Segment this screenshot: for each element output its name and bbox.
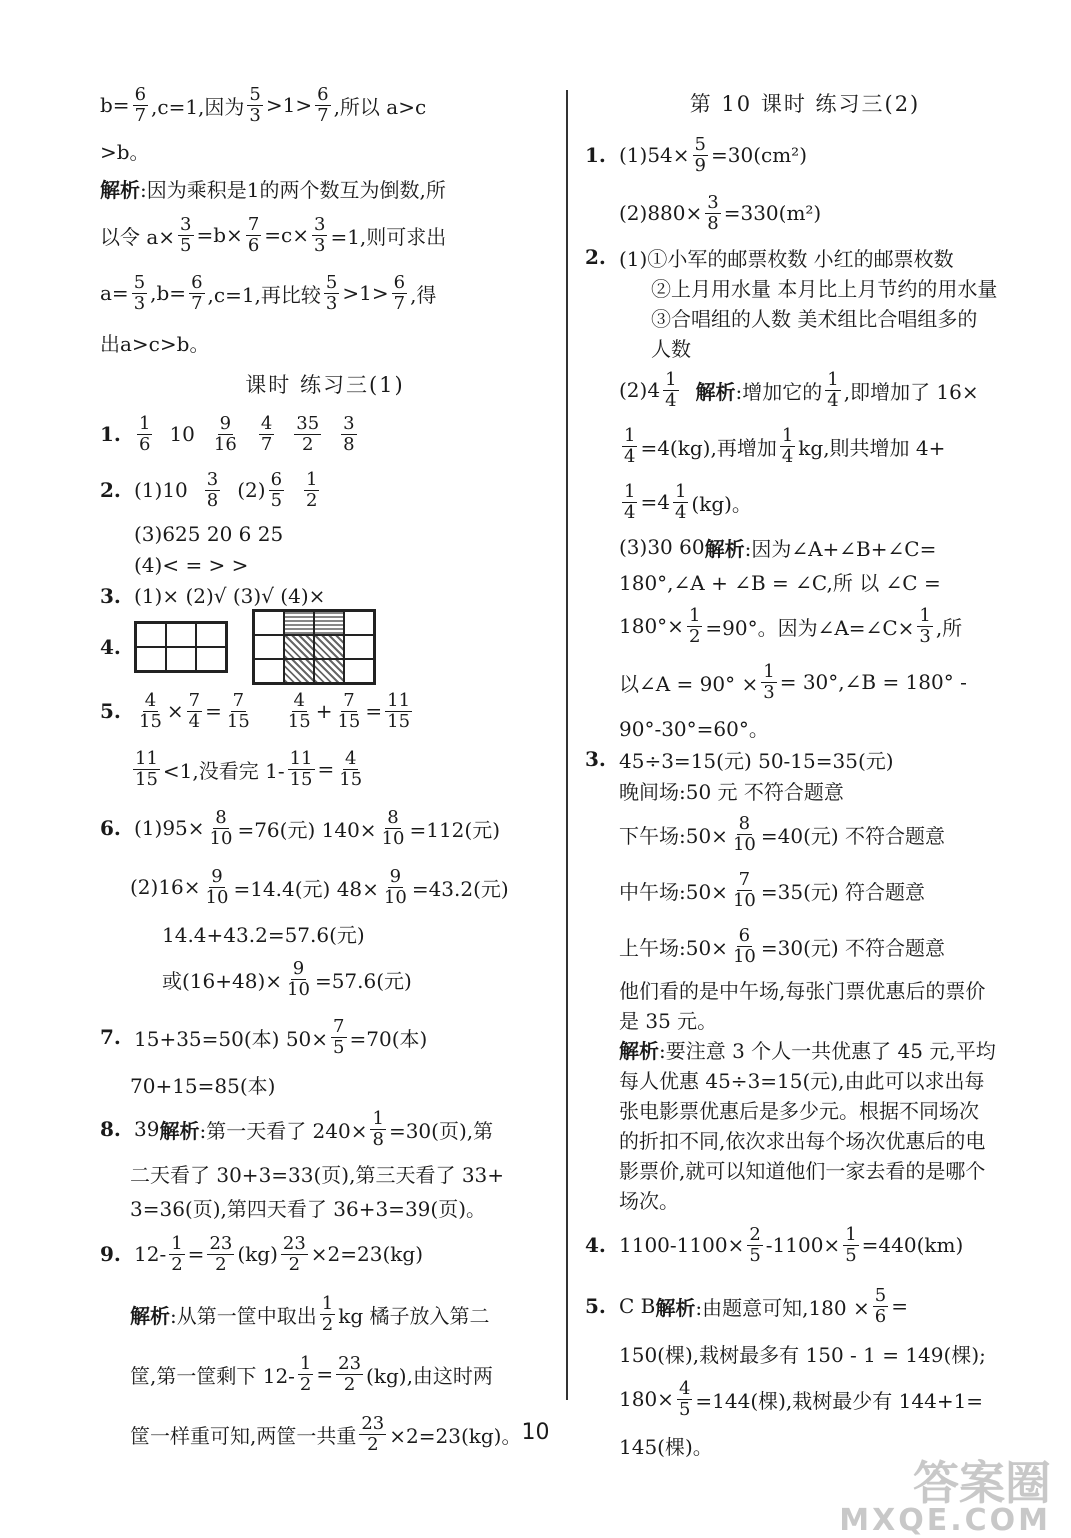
- text: <1,没看完 1-: [162, 758, 285, 783]
- line: $\frac{1}{4}$ =4 $\frac{1}{4}$ (kg)。: [624, 480, 752, 523]
- text: >1>: [342, 281, 389, 305]
- question-9: 9. 12- $\frac{1}{2}$ = $\frac{23}{2}$ (kg) $\frac{23}{2}$ ×2=23(kg): [100, 1232, 423, 1275]
- fraction: $\frac{5}{3}$: [133, 271, 146, 314]
- column-divider: [566, 90, 568, 1400]
- text: (1)× (2)√ (3)√ (4)×: [134, 584, 326, 608]
- fraction: $\frac{6}{7}$: [191, 271, 203, 314]
- fraction: $\frac{35}{2}$: [296, 412, 320, 455]
- text: 出a>c>b。: [100, 331, 210, 356]
- line: [100, 264, 550, 322]
- question-number: 6.: [100, 816, 121, 840]
- question-number: 2.: [100, 478, 121, 502]
- heading-text: 课时 练习三(1): [245, 373, 405, 397]
- line: 筐,第一筐剩下 12- $\frac{1}{2}$ = $\frac{23}{2}$ (kg),由这时两: [130, 1352, 493, 1395]
- question-number: 4.: [100, 635, 121, 659]
- line: [100, 550, 550, 580]
- line: 以∠A = 90° × $\frac{1}{3}$ = 30°,∠B = 180° -: [619, 660, 967, 703]
- fraction: $\frac{3}{5}$: [180, 213, 192, 256]
- line: 张电影票优惠后是多少元。根据不同场次: [619, 1098, 979, 1123]
- fraction: $\frac{4}{7}$: [260, 412, 273, 455]
- fraction: $\frac{3}{3}$: [314, 213, 326, 256]
- question-7: 7. 15+35=50(本) 50× $\frac{7}{5}$ =70(本): [100, 1015, 428, 1058]
- text: (4)< = > >: [134, 553, 249, 577]
- grid-3x2: [134, 621, 228, 673]
- line: 3=36(页),第四天看了 36+3=39(页)。: [130, 1196, 486, 1221]
- fraction: $\frac{1}{2}$: [306, 468, 318, 511]
- question-6: 6. (1)95× $\frac{8}{10}$ =76(元) 140× $\frac{8}{10}$ =112(元): [100, 806, 501, 849]
- text: a=: [100, 281, 129, 305]
- section-heading: [585, 80, 1025, 126]
- question-number: 4.: [585, 1233, 606, 1257]
- question-3: [100, 580, 550, 612]
- line: ②上月用水量 本月比上月节约的用水量: [651, 276, 998, 301]
- question-number: 2.: [585, 245, 606, 269]
- line: 180°× $\frac{1}{2}$ =90°。因为∠A=∠C× $\frac{1}{3}$ ,所: [619, 604, 963, 647]
- line: 70+15=85(本): [130, 1073, 276, 1098]
- grid-4x3: [252, 609, 376, 685]
- line: [100, 322, 550, 362]
- line: 每人优惠 45÷3=15(元),由此可以求出每: [619, 1068, 985, 1093]
- watermark-logo: 答案圈 MXQE.COM: [839, 1456, 1051, 1538]
- line: 上午场:50× $\frac{6}{10}$ =30(元) 不符合题意: [619, 924, 946, 967]
- line: 他们看的是中午场,每张门票优惠后的票价: [619, 978, 986, 1003]
- heading-text: 第 10 课时 练习三(2): [689, 92, 921, 116]
- text: (1)10: [134, 478, 188, 502]
- fraction: $\frac{5}{3}$: [249, 83, 261, 126]
- line: 或(16+48)× $\frac{9}{10}$ =57.6(元): [162, 957, 412, 1000]
- question-number: 3.: [100, 584, 121, 608]
- line: [100, 80, 550, 130]
- question-number: 7.: [100, 1025, 121, 1049]
- question-3: 3. 45÷3=15(元) 50-15=35(元): [585, 747, 894, 773]
- line: 180× $\frac{4}{5}$ =144(棵),栽树最少有 144+1=: [619, 1377, 984, 1420]
- line: 人数: [651, 336, 691, 361]
- text: =c×: [264, 223, 309, 247]
- analysis-label: 解析: [619, 1038, 659, 1063]
- question-number: 5.: [100, 699, 121, 723]
- text: ,得: [410, 282, 437, 307]
- analysis-label: 解析: [655, 1295, 696, 1320]
- fraction: $\frac{1}{6}$: [139, 412, 151, 455]
- question-2: 2. (1)①小军的邮票枚数 小红的邮票枚数: [585, 245, 954, 271]
- question-4: [100, 612, 550, 682]
- line: 14.4+43.2=57.6(元): [162, 922, 365, 947]
- line: 影票价,就可以知道他们一家去看的是哪个: [619, 1158, 986, 1183]
- text: >1>: [265, 93, 313, 117]
- line: (2)16× $\frac{9}{10}$ =14.4(元) 48× $\frac{9}{10}$ =43.2(元): [130, 865, 509, 908]
- text: =b×: [196, 223, 243, 247]
- text: 以令 a×: [100, 224, 176, 249]
- line: 中午场:50× $\frac{7}{10}$ =35(元) 符合题意: [619, 868, 926, 911]
- question-number: 1.: [100, 422, 121, 446]
- text: >b。: [100, 139, 150, 164]
- line: $\frac{1}{4}$ =4(kg),再增加 $\frac{1}{4}$ kg,則共增加 4+: [624, 424, 946, 467]
- question-number: 1.: [585, 143, 606, 167]
- question-1: 1. (1)54× $\frac{5}{9}$ =30(cm²): [585, 133, 807, 176]
- left-column: [100, 80, 550, 1464]
- fraction: $\frac{7}{6}$: [247, 213, 260, 256]
- text: ,所以 a>c: [333, 94, 427, 119]
- fraction: $\frac{9}{16}$: [213, 412, 237, 455]
- line: [100, 130, 550, 170]
- fraction: $\frac{6}{5}$: [270, 468, 283, 511]
- line: (2)880× $\frac{3}{8}$ =330(m²): [619, 191, 822, 234]
- question-5: 5. $\frac{4}{15}$ × $\frac{7}{4}$ = $\frac{7}{15}$ $\frac{4}{15}$ + $\frac{7}{15}$ = $\frac{11}{15}$: [100, 689, 411, 732]
- analysis-label: 解析: [130, 1303, 170, 1328]
- fraction: $\frac{3}{8}$: [206, 468, 219, 511]
- fraction: $\frac{3}{8}$: [343, 412, 355, 455]
- right-column: [585, 80, 1025, 1462]
- fraction: $\frac{6}{7}$: [134, 83, 147, 126]
- section-heading: [100, 362, 550, 406]
- question-1: [100, 406, 550, 462]
- fraction: $\frac{6}{7}$: [317, 83, 329, 126]
- line: 是 35 元。: [619, 1008, 718, 1033]
- text: =1,则可求出: [330, 224, 447, 249]
- question-5: 5. C B 解析 :由题意可知,180 × $\frac{5}{6}$ =: [585, 1284, 908, 1327]
- line: 的折扣不同,依次求出每个场次优惠后的电: [619, 1128, 986, 1153]
- fraction: $\frac{6}{7}$: [393, 271, 406, 314]
- text: (3)625 20 6 25: [134, 522, 284, 546]
- question-2: [100, 462, 550, 518]
- question-4: 4. 1100-1100× $\frac{2}{5}$ -1100× $\frac{1}{5}$ =440(km): [585, 1223, 964, 1266]
- analysis-label: 解析: [704, 536, 745, 561]
- question-8: 8. 39 解析 :第一天看了 240× $\frac{1}{8}$ =30(页),第: [100, 1107, 494, 1150]
- analysis-label: 解析: [100, 177, 140, 202]
- text: ,c=1,再比较: [207, 282, 321, 307]
- line: (2)4 $\frac{1}{4}$ 解析 :增加它的 $\frac{1}{4}$ ,即增加了 16×: [619, 368, 979, 411]
- line: 解析 :从第一筐中取出 $\frac{1}{2}$ kg 橘子放入第二: [130, 1292, 490, 1335]
- line: 90°-30°=60°。: [619, 716, 769, 741]
- question-number: 8.: [100, 1117, 121, 1141]
- line: [100, 206, 550, 264]
- line: [100, 170, 550, 206]
- line: 下午场:50× $\frac{8}{10}$ =40(元) 不符合题意: [619, 812, 946, 855]
- line: 晚间场:50 元 不符合题意: [619, 779, 844, 804]
- text: :因为乘积是1的两个数互为倒数,所: [140, 177, 446, 202]
- page-number: 10: [521, 1420, 550, 1445]
- line: $\frac{11}{15}$ <1,没看完 1- $\frac{11}{15}$ = $\frac{4}{15}$: [135, 747, 363, 790]
- line: 180°,∠A + ∠B = ∠C,所 以 ∠C =: [619, 570, 941, 595]
- line: 二天看了 30+3=33(页),第三天看了 33+: [130, 1162, 505, 1187]
- analysis-label: 解析: [159, 1118, 200, 1143]
- line: [100, 518, 550, 550]
- text: (2): [237, 478, 266, 502]
- fraction: $\frac{5}{3}$: [325, 271, 338, 314]
- line: 150(棵),栽树最多有 150 - 1 = 149(棵);: [619, 1342, 986, 1367]
- question-number: 5.: [585, 1294, 606, 1318]
- line: ③合唱组的人数 美术组比合唱组多的: [651, 306, 978, 331]
- question-number: 9.: [100, 1242, 121, 1266]
- line: 筐一样重可知,两筐一共重 $\frac{23}{2}$ ×2=23(kg)。: [130, 1412, 522, 1455]
- text: b=: [100, 93, 130, 117]
- line: 场次。: [619, 1188, 679, 1213]
- text: ,b=: [150, 281, 187, 305]
- grid-figures: [134, 609, 376, 685]
- line: 145(棵)。: [619, 1434, 713, 1459]
- analysis-label: 解析: [695, 379, 736, 404]
- question-number: 3.: [585, 747, 606, 771]
- line: (3)30 60 解析 :因为∠A+∠B+∠C=: [585, 530, 1025, 564]
- text: ,c=1,因为: [151, 94, 245, 119]
- line: 解析 :要注意 3 个人一共优惠了 45 元,平均: [585, 1034, 1025, 1064]
- text: 10: [169, 422, 195, 446]
